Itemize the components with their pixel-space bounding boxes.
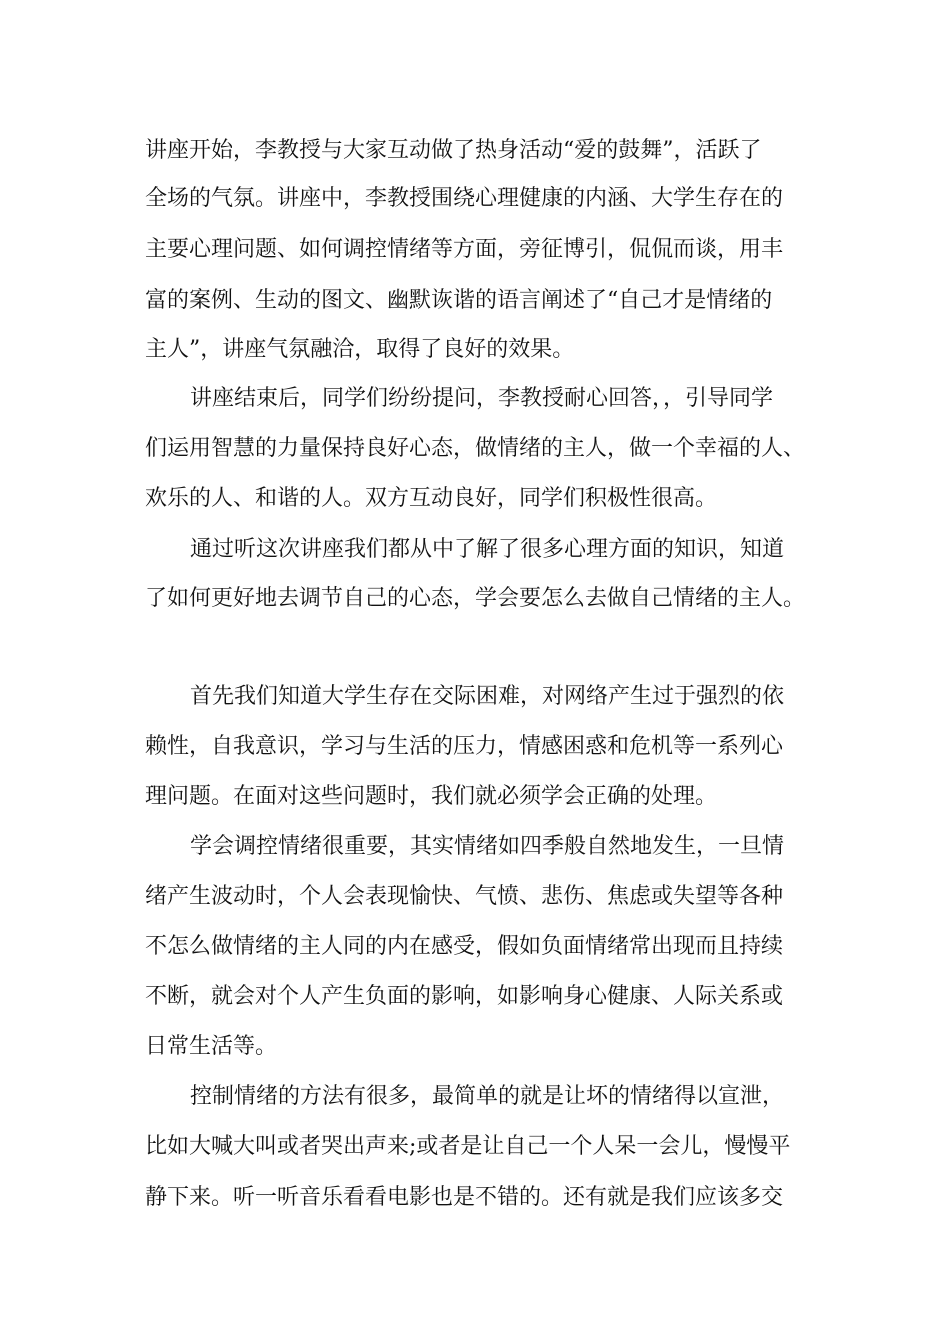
paragraph-5-line-5: 日常生活等。	[145, 1034, 278, 1059]
paragraph-3-line-1: 通过听这次讲座我们都从中了解了很多心理方面的知识，知道	[190, 537, 785, 562]
paragraph-1-line-3: 主要心理问题、如何调控情绪等方面，旁征博引，侃侃而谈，用丰	[145, 237, 784, 262]
paragraph-5-line-3: 不怎么做情绪的主人同的内在感受，假如负面情绪常出现而且持续	[145, 934, 784, 959]
paragraph-2-line-3: 欢乐的人、和谐的人。双方互动良好，同学们积极性很高。	[145, 486, 718, 511]
paragraph-5-line-1: 学会调控情绪很重要，其实情绪如四季般自然地发生，一旦情	[190, 834, 785, 859]
paragraph-4-line-2: 赖性，自我意识，学习与生活的压力，情感困惑和危机等一系列心	[145, 734, 784, 759]
paragraph-1-line-2: 全场的气氛。讲座中，李教授围绕心理健康的内涵、大学生存在的	[145, 186, 784, 211]
paragraph-4-line-3: 理问题。在面对这些问题时，我们就必须学会正确的处理。	[145, 784, 718, 809]
paragraph-5-line-4: 不断，就会对个人产生负面的影响，如影响身心健康、人际关系或	[145, 984, 784, 1009]
paragraph-3-line-2: 了如何更好地去调节自己的心态，学会要怎么去做自己情绪的主人。	[145, 586, 806, 611]
paragraph-1-line-4: 富的案例、生动的图文、幽默诙谐的语言阐述了“自己才是情绪的	[145, 288, 773, 313]
paragraph-6-line-3: 静下来。听一听音乐看看电影也是不错的。还有就是我们应该多交	[145, 1185, 784, 1210]
paragraph-4-line-1: 首先我们知道大学生存在交际困难，对网络产生过于强烈的依	[190, 684, 785, 709]
paragraph-2-line-1: 讲座结束后，同学们纷纷提问，李教授耐心回答，，引导同学	[190, 386, 774, 411]
paragraph-6-line-1: 控制情绪的方法有很多，最简单的就是让坏的情绪得以宣泄，	[190, 1084, 785, 1109]
paragraph-1-line-5: 主人”，讲座气氛融洽，取得了良好的效果。	[145, 337, 575, 362]
paragraph-1-line-1: 讲座开始，李教授与大家互动做了热身活动“爱的鼓舞”，活跃了	[145, 138, 762, 163]
paragraph-6-line-2: 比如大喊大叫或者哭出声来;或者是让自己一个人呆一会儿，慢慢平	[145, 1134, 791, 1159]
paragraph-2-line-2: 们运用智慧的力量保持良好心态，做情绪的主人，做一个幸福的人、	[145, 436, 806, 461]
paragraph-5-line-2: 绪产生波动时，个人会表现愉快、气愤、悲伤、焦虑或失望等各种	[145, 884, 784, 909]
